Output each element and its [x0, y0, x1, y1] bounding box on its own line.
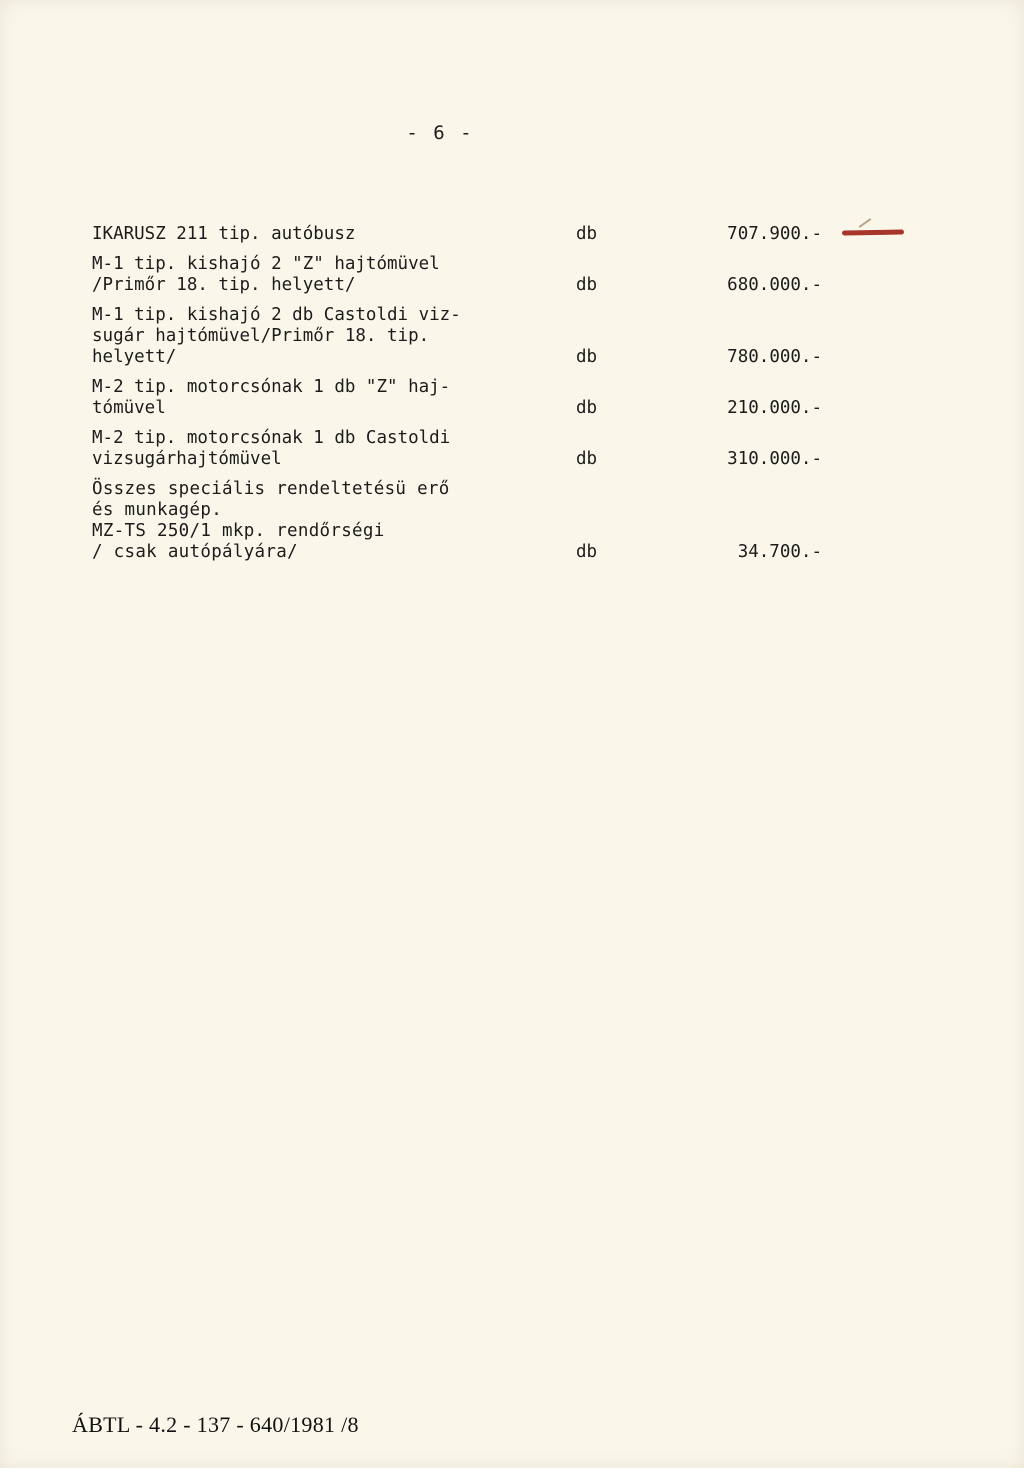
item-unit: db: [576, 347, 598, 367]
item-unit: db: [576, 542, 598, 562]
item-unit: db: [576, 449, 598, 469]
item-description: M-2 tip. motorcsónak 1 db "Z" haj- tómüvel: [92, 377, 451, 418]
pencil-tick-mark: [859, 218, 872, 228]
list-item: [92, 479, 832, 563]
item-price: 680.000.-: [727, 275, 822, 295]
list-item: [92, 254, 832, 296]
list-item: [92, 305, 832, 368]
list-item: [92, 377, 832, 419]
item-description: IKARUSZ 211 tip. autóbusz: [92, 224, 356, 244]
red-pencil-mark: [842, 229, 904, 235]
item-unit: db: [576, 224, 598, 244]
list-item: [92, 428, 832, 470]
item-unit: db: [576, 275, 598, 295]
item-unit: db: [576, 398, 598, 418]
item-description: M-1 tip. kishajó 2 "Z" hajtómüvel /Primőr 18. tip. helyett/: [92, 254, 440, 295]
item-description: M-1 tip. kishajó 2 db Castoldi viz- sugár hajtómüvel/Primőr 18. tip. helyett/: [92, 305, 461, 367]
item-price: 34.700.-: [737, 542, 822, 562]
item-list: [92, 224, 832, 572]
archive-reference-stamp: ÁBTL - 4.2 - 137 - 640/1981 /8: [72, 1412, 359, 1437]
item-price: 707.900.-: [727, 224, 822, 244]
page-number: - 6 -: [406, 122, 474, 144]
list-item: [92, 224, 832, 245]
item-price: 210.000.-: [727, 398, 822, 418]
item-description: Összes speciális rendeltetésü erő és munkagép. MZ-TS 250/1 mkp. rendőrségi / csak autópályára/: [92, 479, 450, 562]
item-price: 310.000.-: [727, 449, 822, 469]
item-price: 780.000.-: [727, 347, 822, 367]
item-description: M-2 tip. motorcsónak 1 db Castoldi vizsugárhajtómüvel: [92, 428, 451, 469]
